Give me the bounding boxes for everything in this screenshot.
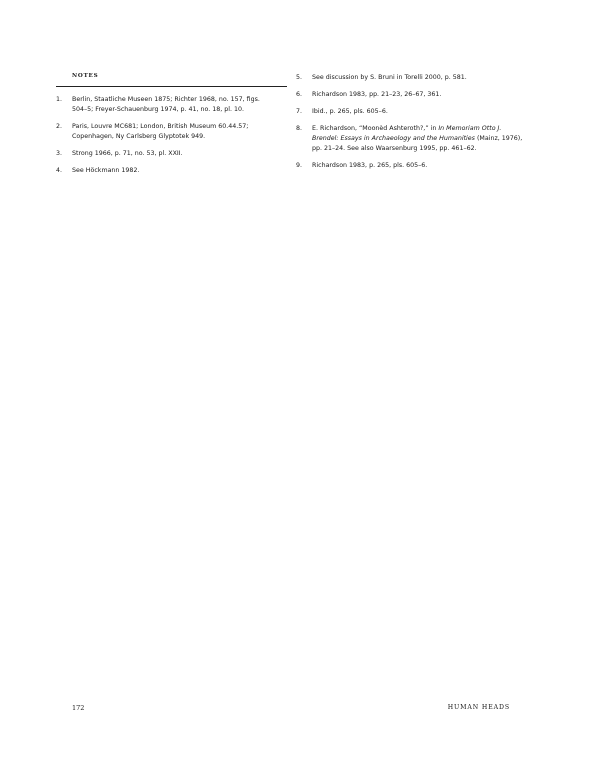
note-number: 5. bbox=[296, 74, 303, 81]
note-7 bbox=[296, 107, 526, 117]
notes-heading: NOTES bbox=[72, 73, 99, 79]
note-text: See Höckmann 1982. bbox=[72, 167, 140, 174]
note-text: Berlin, Staatliche Museen 1875; Richter 1968, no. 157, figs. 504–5; Freyer-Schauenburg 1974, p. 41, no. 18, pl. 10. bbox=[72, 96, 260, 113]
note-number: 7. bbox=[296, 108, 303, 115]
note-3 bbox=[56, 149, 276, 159]
note-text: Richardson 1983, p. 265, pls. 605–6. bbox=[312, 162, 428, 169]
note-number: 8. bbox=[296, 125, 303, 132]
notes-right-column bbox=[296, 73, 526, 178]
note-2 bbox=[56, 122, 276, 142]
note-1 bbox=[56, 95, 276, 115]
note-8 bbox=[296, 124, 526, 154]
note-text-post: (Mainz, 1976), pp. 21–24. See also Waarsenburg 1995, pp. 461–62. bbox=[312, 135, 523, 152]
note-number: 1. bbox=[56, 96, 63, 103]
note-number: 6. bbox=[296, 91, 303, 98]
page-number: 172 bbox=[72, 704, 85, 712]
running-title: HUMAN HEADS bbox=[447, 704, 510, 711]
note-number: 3. bbox=[56, 150, 63, 157]
note-text: Richardson 1983, pp. 21–23, 26–67, 361. bbox=[312, 91, 442, 98]
note-number: 2. bbox=[56, 123, 63, 130]
note-number: 4. bbox=[56, 167, 63, 174]
note-text: Paris, Louvre MC681; London, British Museum 60.44.57; Copenhagen, Ny Carlsberg Glyptotek 949. bbox=[72, 123, 249, 140]
note-text: Ibid., p. 265, pls. 605–6. bbox=[312, 108, 388, 115]
note-4 bbox=[56, 166, 276, 176]
note-text: See discussion by S. Bruni in Torelli 2000, p. 581. bbox=[312, 74, 467, 81]
heading-rule bbox=[56, 86, 287, 87]
note-text: Strong 1966, p. 71, no. 53, pl. XXII. bbox=[72, 150, 183, 157]
note-number: 9. bbox=[296, 162, 303, 169]
note-6 bbox=[296, 90, 526, 100]
note-text-pre: E. Richardson, “Moonèd Ashteroth?,” in bbox=[312, 125, 439, 132]
note-5 bbox=[296, 73, 526, 83]
note-9 bbox=[296, 161, 526, 171]
note-text-italic: In Memoriam Otto J. Brendel: Essays in Archaeology and the Humanities bbox=[312, 125, 502, 142]
notes-left-column bbox=[56, 73, 276, 183]
